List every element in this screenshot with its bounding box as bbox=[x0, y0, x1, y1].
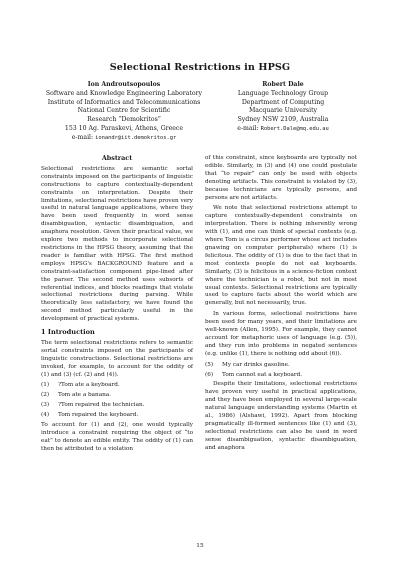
example-number: (5) bbox=[205, 361, 214, 368]
example-number: (4) bbox=[41, 412, 50, 419]
affiliation-line: Institute of Informatics and Telecommunications bbox=[47, 98, 201, 106]
left-column bbox=[41, 155, 193, 457]
right-column bbox=[205, 155, 357, 456]
affiliation-line: Sydney NSW 2109, Australia bbox=[237, 116, 329, 124]
example-text: Tom cannot eat a keyboard. bbox=[222, 371, 303, 378]
affiliation-line: 153 10 Ag. Paraskevi, Athens, Greece bbox=[64, 124, 184, 132]
body-paragraph: Despite their limitations, selectional restrictions have proven very useful in practical applications, and they have been employed in several large-scale natural language understanding systems (Martin et al., 1986) (Alshawi, 1992). Apart from blocking pragmatically ill-formed sentences like (1) and (3), selectional restrictions can also be used in word sense disambiguation, syntactic disambiguation, and anaphora bbox=[205, 381, 357, 451]
example-number: (3) bbox=[41, 402, 50, 409]
paper-title: Selectional Restrictions in HPSG bbox=[109, 62, 291, 73]
example-sentence bbox=[205, 362, 357, 370]
affiliation-line: Software and Knowledge Engineering Laboratory bbox=[45, 89, 203, 97]
example-sentence bbox=[41, 382, 193, 390]
page-number: 15 bbox=[196, 543, 204, 549]
example-number: (1) bbox=[41, 382, 50, 389]
affiliation-line: Language Technology Group bbox=[237, 89, 329, 97]
body-paragraph: We note that selectional restrictions attempt to capture contextually-dependent constraints on interpretation. There is nothing inherently wrong with (1), and one can think of special contexts (e.g. where Tom is a circus performer whose act includes gnawing on computer peripherals) where (1) is felicitous. The oddity of (1) is due to the fact that in most contexts people do not eat keyboards. Similarly, (3) is felicitous in a science-fiction context where the technician is a robot, but not in most usual contexts. Selectional restrictions are typically used to capture facts about the world which are generally, but not necessarily, true. bbox=[205, 205, 357, 307]
intro-paragraph: The term selectional restrictions refers to semantic sortal constraints imposed on the participants of linguistic constructions. Selectional restrictions are invoked, for example, to account for the oddity of (1) and (3) (cf. (2) and (4)). bbox=[41, 339, 193, 378]
affiliation-line: National Centre for Scientific bbox=[77, 107, 171, 115]
email-label: e-mail: bbox=[237, 124, 259, 132]
affiliation-line: Research “Demokritos” bbox=[87, 116, 161, 124]
example-text: ?Tom repaired the technician. bbox=[58, 402, 145, 409]
example-sentence bbox=[41, 402, 193, 410]
affiliation-line: Department of Computing bbox=[241, 98, 325, 106]
example-text: My car drinks gasoline. bbox=[222, 361, 290, 368]
example-sentence bbox=[205, 372, 357, 380]
example-text: Tom repaired the keyboard. bbox=[58, 412, 139, 419]
author-email-line bbox=[40, 134, 208, 143]
example-text: ?Tom ate a keyboard. bbox=[58, 382, 120, 389]
example-sentence bbox=[41, 392, 193, 400]
affiliation-line: Macquarie University bbox=[248, 107, 318, 115]
author-email-line bbox=[208, 125, 358, 134]
email-label: e-mail: bbox=[71, 133, 94, 141]
body-paragraph: To account for (1) and (2), one would typically introduce a constraint requiring the object of “to eat” to denote an edible entity. The oddity of (1) can then be attributed to a violation bbox=[41, 422, 193, 452]
author-email[interactable]: ionandr@iit.demokritos.gr bbox=[95, 134, 177, 141]
abstract-text: Selectional restrictions are semantic sortal constraints imposed on the participants of linguistic constructions to capture contextually-dependent constraints on interpretation. Despite their limitations, selectional restrictions have proven very useful in natural language applications, where they have been used frequently in word sense disambiguation, syntactic disambiguation, and anaphora resolution. Given their practical value, we explore two methods to incorporate selectional restrictions in the HPSG theory, assuming that the reader is familiar with HPSG. The first method employs HPSG's BACKGROUND feature and a constraint-satisfaction component pipe-lined after the parser. The second method uses subsorts of referential indices, and blocks readings that violate selectional restrictions during parsing. While theoretically less satisfactory, we have found the second method particularly useful in the development of practical systems. bbox=[41, 165, 193, 323]
abstract-heading: Abstract bbox=[101, 154, 133, 162]
author-name: Ion Androutsopoulos bbox=[87, 81, 161, 88]
section-heading-introduction: 1 Introduction bbox=[41, 328, 95, 337]
author-block-dale bbox=[208, 81, 358, 134]
example-text: Tom ate a banana. bbox=[58, 392, 111, 399]
body-paragraph: of this constraint, since keyboards are typically not edible. Similarly, in (3) and (4) one could postulate that “to repair” can only be used with objects denoting artifacts. This constraint is violated by (3), because technicians are typically persons, and persons are not artifacts. bbox=[205, 155, 357, 201]
example-sentence bbox=[41, 412, 193, 420]
body-paragraph: In various forms, selectional restrictions have been used for many years, and their limitations are well-known (Allen, 1995). For example, they cannot account for metaphoric uses of language (e.g. (5)), and they run into problems in negated sentences (e.g. unlike (1), there is nothing odd about (6)). bbox=[205, 311, 357, 357]
example-number: (2) bbox=[41, 392, 50, 399]
author-email[interactable]: Robert.Dale@mq.edu.au bbox=[260, 125, 329, 132]
example-number: (6) bbox=[205, 371, 214, 378]
author-block-androutsopoulos bbox=[40, 81, 208, 143]
author-name: Robert Dale bbox=[262, 81, 304, 88]
